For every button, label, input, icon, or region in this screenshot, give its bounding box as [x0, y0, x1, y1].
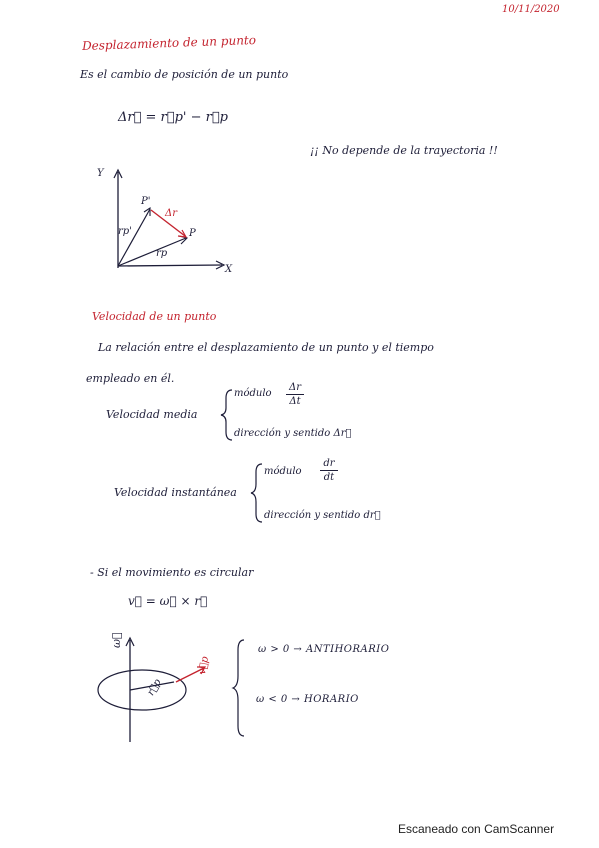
circular-intro: - Si el movimiento es circular	[90, 566, 254, 579]
instantanea-modulo-numerator: dr	[323, 458, 335, 469]
rp-circular-label: r⃗p	[145, 677, 164, 698]
point-p-label: P	[189, 228, 196, 239]
displacement-formula: Δr⃗ = r⃗p' − r⃗p	[118, 110, 228, 125]
velocity-definition-line1: La relación entre el desplazamiento de un punto y el tiempo	[98, 341, 434, 354]
x-axis-label: X	[225, 264, 233, 275]
circular-formula: v⃗ = ω⃗ × r⃗	[128, 594, 208, 608]
rp-prime-label: rp'	[118, 226, 132, 237]
section-title-velocity: Velocidad de un punto	[92, 310, 217, 323]
fraction-bar	[286, 394, 304, 395]
displacement-definition: Es el cambio de posición de un punto	[80, 68, 289, 81]
y-axis-label: Y	[97, 168, 104, 179]
case-horario: ω < 0 → HORARIO	[256, 694, 359, 705]
vp-label: v⃗p	[197, 655, 212, 676]
brace-instantanea	[251, 464, 262, 522]
trajectory-note: ¡¡ No depende de la trayectoria !!	[310, 144, 498, 157]
instantanea-direccion: dirección y sentido dr⃗	[264, 510, 381, 521]
instantanea-modulo-label: módulo	[264, 466, 302, 477]
velocidad-instantanea-label: Velocidad instantánea	[114, 486, 237, 499]
circular-path	[98, 670, 186, 710]
instantanea-modulo-denominator: dt	[323, 472, 335, 483]
x-axis	[118, 265, 222, 266]
point-p-prime-label: P'	[141, 196, 151, 207]
fraction-bar	[320, 470, 338, 471]
media-modulo-numerator: Δr	[288, 382, 301, 393]
scanner-watermark: Escaneado con CamScanner	[398, 822, 555, 836]
instantanea-modulo-fraction	[320, 458, 338, 483]
rp-label: rp	[156, 248, 168, 259]
media-direccion: dirección y sentido Δr⃗	[234, 428, 352, 439]
media-modulo-fraction	[286, 382, 304, 407]
rp-prime-vector	[118, 209, 150, 266]
delta-r-label: Δr	[165, 208, 178, 219]
page-date: 10/11/2020	[502, 4, 560, 15]
rp-vector	[118, 238, 186, 266]
section-title-displacement: Desplazamiento de un punto	[81, 32, 257, 54]
media-modulo-denominator: Δt	[289, 396, 301, 407]
omega-label: ω⃗	[110, 632, 123, 648]
media-modulo-label: módulo	[234, 388, 272, 399]
velocity-definition-line2: empleado en él.	[86, 372, 175, 385]
velocidad-media-label: Velocidad media	[106, 408, 198, 421]
case-antihorario: ω > 0 → ANTIHORARIO	[258, 644, 390, 655]
brace-media	[221, 390, 232, 440]
brace-cases	[233, 640, 244, 736]
